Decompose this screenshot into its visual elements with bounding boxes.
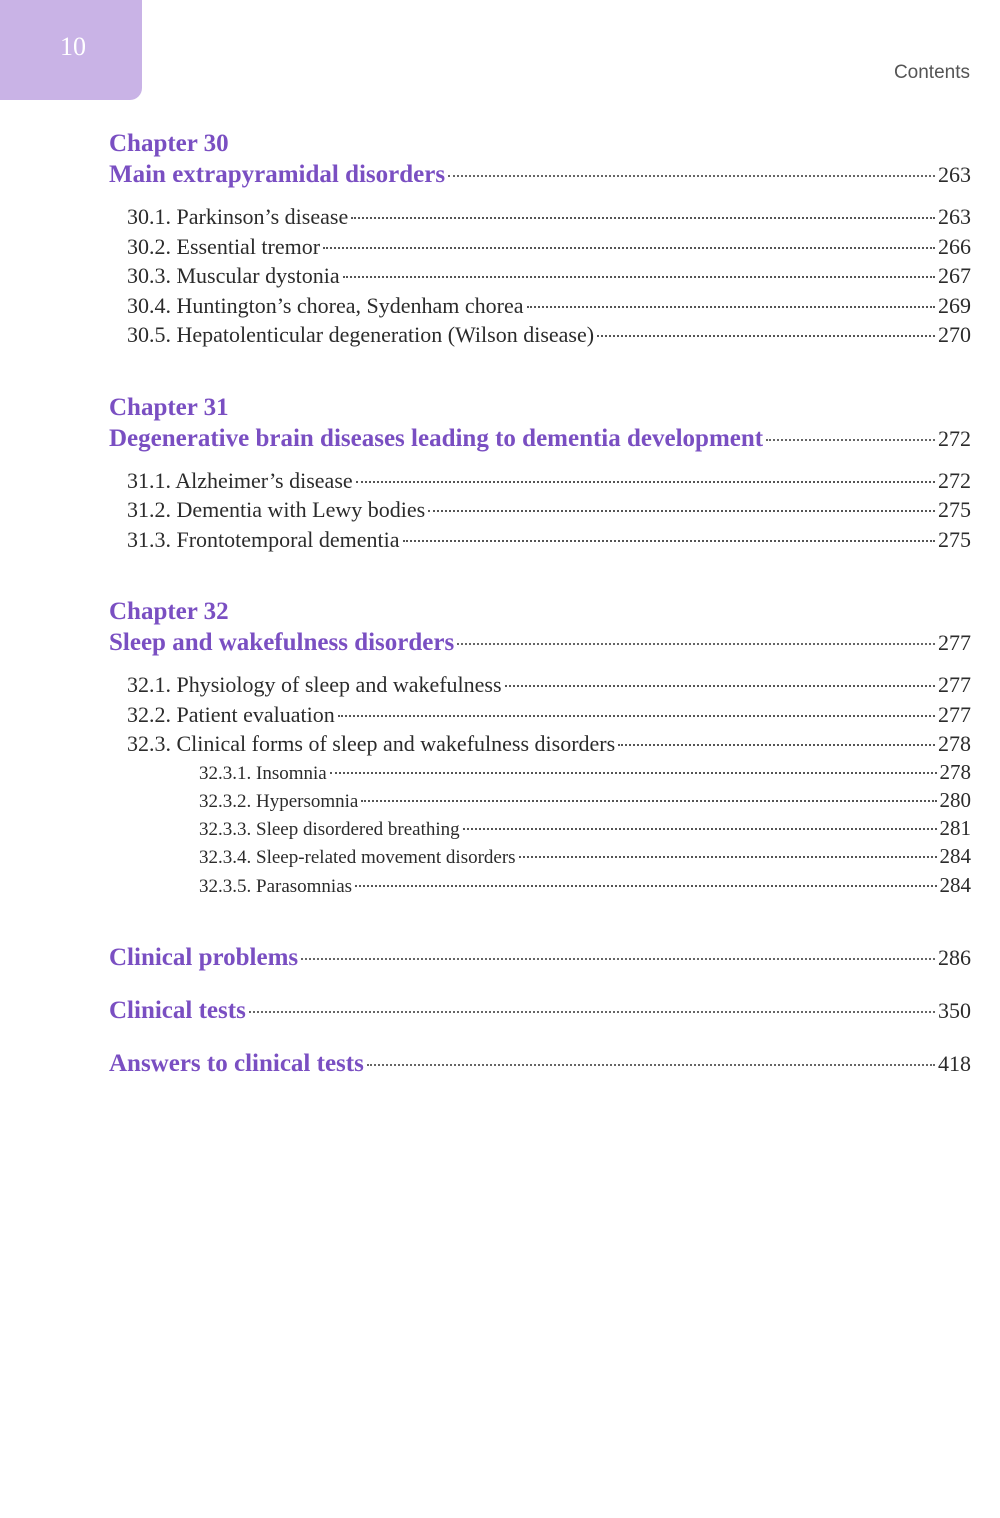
subsection-label: 32.3.4. Sleep-related movement disorders — [199, 847, 516, 869]
running-head: Contents — [893, 62, 970, 83]
page-ref: 269 — [938, 292, 971, 318]
dot-leader — [448, 175, 935, 177]
page-ref: 263 — [938, 162, 971, 187]
page-ref: 286 — [938, 944, 971, 970]
dot-leader — [505, 685, 935, 687]
subsection-label: 32.3.5. Parasomnias — [199, 875, 353, 897]
dot-leader — [355, 885, 936, 887]
toc-section-entry[interactable] — [127, 232, 971, 262]
dot-leader — [597, 335, 935, 337]
page-ref: 275 — [938, 526, 971, 552]
dot-leader — [330, 772, 937, 774]
subsection-label: 32.3.2. Hypersomnia — [199, 790, 359, 812]
chapter-title-entry[interactable] — [109, 159, 971, 190]
dot-leader — [367, 1064, 935, 1066]
toc-section-entry[interactable] — [127, 495, 971, 525]
toc-subsection-entry[interactable] — [127, 843, 971, 871]
chapter-title-entry[interactable] — [109, 627, 971, 658]
page-ref: 275 — [938, 497, 971, 522]
answers-entry[interactable] — [109, 1048, 971, 1079]
page-ref: 277 — [938, 672, 971, 697]
page-ref: 278 — [938, 731, 971, 756]
toc-section-entry[interactable] — [127, 466, 971, 496]
page-ref: 272 — [938, 467, 971, 493]
toc-section-entry[interactable] — [127, 700, 971, 730]
chapter-number: Chapter 32 — [109, 598, 229, 625]
dot-leader — [323, 247, 935, 249]
dot-leader — [527, 306, 935, 308]
page-ref: 270 — [938, 322, 971, 347]
section-label: 30.1. Parkinson’s disease — [127, 204, 349, 229]
section-label: 31.3. Frontotemporal dementia — [127, 526, 400, 552]
toc-section-entry[interactable] — [127, 320, 971, 350]
page-number-tab — [0, 0, 142, 100]
page-ref: 281 — [939, 816, 971, 841]
section-label: 31.1. Alzheimer’s disease — [127, 467, 353, 493]
dot-leader — [301, 958, 935, 960]
chapter-number: Chapter 30 — [109, 130, 229, 157]
toc-subsection-entry[interactable] — [127, 872, 971, 900]
page-ref: 280 — [939, 787, 971, 812]
dot-leader — [361, 800, 936, 802]
page-ref: 278 — [939, 759, 971, 784]
section-label: 30.2. Essential tremor — [127, 233, 321, 259]
subsection-label: 32.3.1. Insomnia — [199, 762, 327, 784]
chapter-title: Sleep and wakefulness disorders — [109, 629, 455, 656]
page-ref: 277 — [938, 630, 971, 655]
entry-title: Clinical tests — [109, 996, 246, 1024]
subsection-label: 32.3.3. Sleep disordered breathing — [199, 819, 460, 841]
chapter-31 — [109, 392, 971, 555]
entry-title: Answers to clinical tests — [109, 1049, 364, 1077]
toc-section-entry[interactable] — [127, 202, 971, 232]
clinical-tests-entry[interactable] — [109, 995, 971, 1026]
page-ref: 418 — [938, 1050, 971, 1076]
section-label: 31.2. Dementia with Lewy bodies — [127, 497, 426, 522]
toc-section-entry[interactable] — [127, 291, 971, 321]
page-ref: 266 — [938, 233, 971, 259]
section-label: 32.2. Patient evaluation — [127, 701, 335, 727]
section-label: 30.4. Huntington’s chorea, Sydenham chorea — [127, 292, 524, 318]
page-ref: 284 — [939, 872, 971, 897]
dot-leader — [618, 744, 935, 746]
dot-leader — [463, 828, 937, 830]
dot-leader — [343, 276, 935, 278]
page-ref: 277 — [938, 701, 971, 727]
toc-subsection-entry[interactable] — [127, 787, 971, 815]
dot-leader — [351, 217, 935, 219]
dot-leader — [338, 715, 935, 717]
chapter-30 — [109, 128, 971, 350]
chapter-number: Chapter 31 — [109, 393, 229, 421]
toc-subsection-entry[interactable] — [127, 759, 971, 787]
toc-section-entry[interactable] — [127, 261, 971, 291]
toc-section-entry[interactable] — [127, 670, 971, 700]
chapter-title-entry[interactable] — [109, 423, 971, 454]
section-label: 32.1. Physiology of sleep and wakefulness — [127, 672, 502, 697]
section-label: 32.3. Clinical forms of sleep and wakefulness disorders — [127, 731, 616, 756]
page-number: 10 — [60, 32, 86, 61]
page-ref: 350 — [938, 997, 971, 1023]
dot-leader — [403, 540, 936, 542]
toc-section-entry[interactable] — [127, 729, 971, 759]
dot-leader — [519, 856, 937, 858]
page-ref: 263 — [938, 204, 971, 229]
table-of-contents — [109, 128, 971, 1101]
page-ref: 267 — [938, 263, 971, 288]
dot-leader — [766, 439, 935, 441]
chapter-title: Degenerative brain diseases leading to dementia development — [109, 424, 764, 452]
dot-leader — [356, 481, 935, 483]
chapter-32 — [109, 596, 971, 900]
toc-subsection-entry[interactable] — [127, 815, 971, 843]
entry-title: Clinical problems — [109, 943, 299, 971]
page-ref: 284 — [939, 844, 971, 869]
chapter-title: Main extrapyramidal disorders — [109, 161, 446, 188]
page-ref: 272 — [938, 425, 971, 451]
clinical-problems-entry[interactable] — [109, 942, 971, 973]
section-label: 30.5. Hepatolenticular degeneration (Wilson disease) — [127, 322, 595, 347]
toc-section-entry[interactable] — [127, 525, 971, 555]
dot-leader — [428, 510, 935, 512]
section-label: 30.3. Muscular dystonia — [127, 263, 340, 288]
dot-leader — [457, 643, 935, 645]
dot-leader — [249, 1011, 935, 1013]
